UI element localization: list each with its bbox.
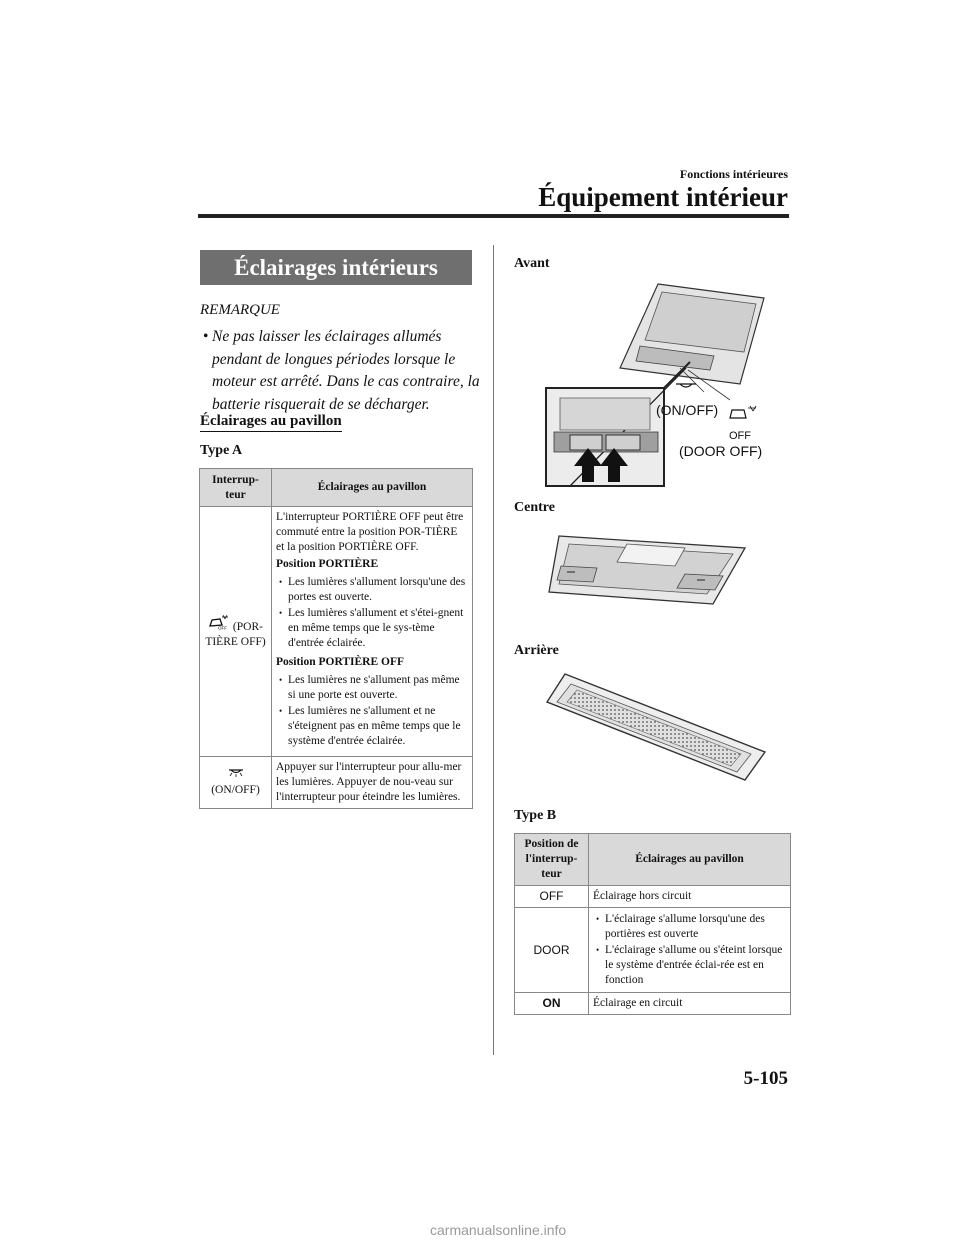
type-a-table xyxy=(199,468,473,809)
list-item: • Les lumières s'allument lorsqu'une des portes est ouverte. xyxy=(288,575,468,605)
front-label-door-off: (DOOR OFF) xyxy=(679,443,763,459)
rear-light-figure xyxy=(545,672,770,782)
header-section: Fonctions intérieures xyxy=(679,167,788,181)
door-position-cell: DOOR xyxy=(515,908,589,993)
door-off-icon xyxy=(208,614,230,630)
on-off-description: Appuyer sur l'interrupteur pour allu-mer les lumières. Appuyer de nou-veau sur l'interrupteur pour éteindre les lumières. xyxy=(272,757,473,809)
type-a-title: Type A xyxy=(200,443,243,458)
type-b-col-lights: Éclairages au pavillon xyxy=(589,834,791,886)
page-number: 5-105 xyxy=(743,1068,788,1089)
door-off-description xyxy=(272,507,473,757)
door-off-switch-cell xyxy=(200,507,272,757)
type-b-table xyxy=(514,833,791,1015)
door-off-position-title: Position PORTIÈRE OFF xyxy=(276,656,405,668)
bullet-icon: • xyxy=(203,328,209,345)
column-divider xyxy=(493,245,494,1055)
type-a-col-switch: Interrup-teur xyxy=(200,469,272,507)
type-a-col-lights: Éclairages au pavillon xyxy=(272,469,473,507)
rear-figure-title: Arrière xyxy=(514,643,559,658)
center-light-figure xyxy=(545,528,755,608)
remark-label: REMARQUE xyxy=(200,302,280,318)
on-description: Éclairage en circuit xyxy=(589,993,791,1015)
on-off-switch-cell xyxy=(200,757,272,809)
door-position-list xyxy=(276,575,468,651)
footer-watermark: carmanualsonline.info xyxy=(430,1222,567,1238)
dome-light-icon xyxy=(227,768,245,778)
type-b-col-position: Position de l'interrup-teur xyxy=(515,834,589,886)
front-label-on-off: (ON/OFF) xyxy=(656,402,719,418)
door-list xyxy=(593,912,786,988)
type-b-title: Type B xyxy=(514,808,557,823)
off-description: Éclairage hors circuit xyxy=(589,886,791,908)
front-figure-title: Avant xyxy=(514,256,550,271)
front-label-off: OFF xyxy=(729,430,751,442)
door-off-intro: L'interrupteur PORTIÈRE OFF peut être commuté entre la position POR-TIÈRE et la position PORTIÈRE OFF. xyxy=(276,511,464,553)
section-title: Éclairages intérieurs xyxy=(200,250,472,285)
off-position-cell: OFF xyxy=(515,886,589,908)
list-item: • Les lumières ne s'allument et ne s'éteignent pas en même temps que le système d'entrée éclairée. xyxy=(288,704,468,749)
subsection-title: Éclairages au pavillon xyxy=(200,413,342,432)
door-off-position-list xyxy=(276,673,468,749)
center-figure-title: Centre xyxy=(514,500,555,515)
list-item: • Les lumières s'allument et s'étei-gnent en même temps que le sys-tème d'entrée éclairée. xyxy=(288,606,468,651)
list-item: • L'éclairage s'allume lorsqu'une des portières est ouverte xyxy=(605,912,786,942)
list-item: • Les lumières ne s'allument pas même si une porte est ouverte. xyxy=(288,673,468,703)
on-off-switch-label: (ON/OFF) xyxy=(211,783,260,796)
remark-text: Ne pas laisser les éclairages allumés pendant de longues périodes lorsque le moteur est arrêté. Dans le cas contraire, la batterie risquerait de se décharger. xyxy=(212,328,480,413)
header-title: Équipement intérieur xyxy=(538,182,788,212)
svg-text:OFF: OFF xyxy=(218,625,228,630)
door-off-switch-label: (POR-TIÈRE OFF) xyxy=(205,620,266,648)
header-rule xyxy=(198,214,789,218)
remark-note xyxy=(203,326,482,416)
door-description xyxy=(589,908,791,993)
list-item: • L'éclairage s'allume ou s'éteint lorsque le système d'entrée éclai-rée est en fonction xyxy=(605,943,786,988)
on-position-cell: ON xyxy=(515,993,589,1015)
door-position-title: Position PORTIÈRE xyxy=(276,558,379,570)
